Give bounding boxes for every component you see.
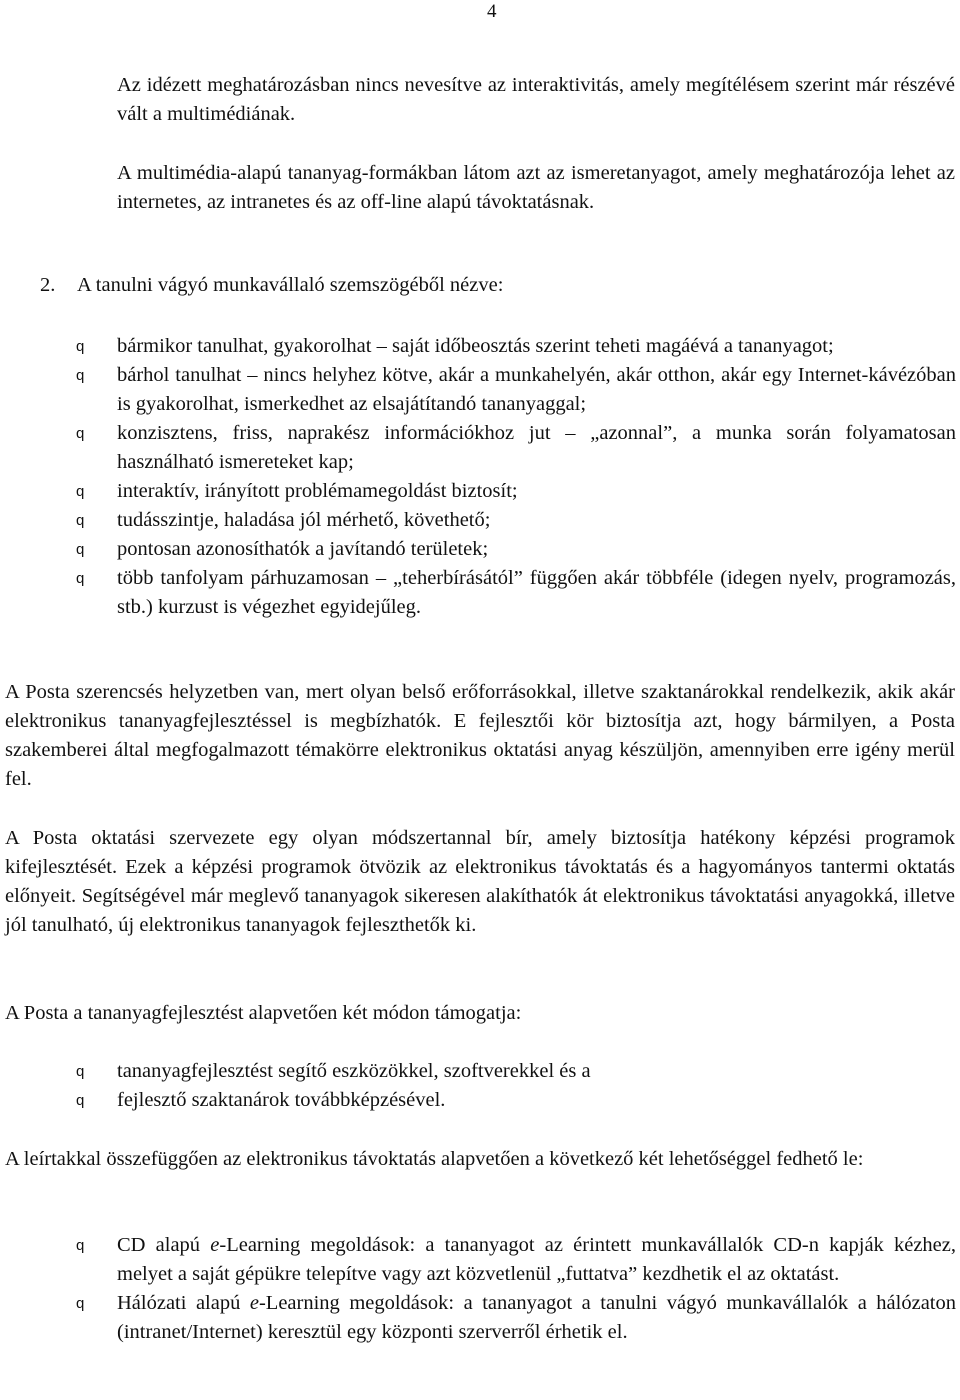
list-item-rest: -Learning megoldások: a tananyagot az érintett munkavállalók CD-n kapják kézhez, melyet a saját gépükre telepítve vagy azt közvetlenül „futtatva” kezdhetik el az oktatást. [117,1234,957,1285]
bullet-q-icon: q [76,1092,85,1109]
leirtak-paragraph: A leírtakkal összefüggően az elektronikus távoktatás alapvetően a következő két lehetőséggel fedhető le: [5,1148,864,1170]
posta-paragraph-1: A Posta szerencsés helyzetben van, mert olyan belső erőforrásokkal, illetve szaktanárokkal rendelkezik, akik akár elektronikus tananyagfejlesztéssel is megbízhatók. E fejlesztői kör biztosítja azt, hogy bármilyen, a Posta szakemberei által megfogalmazott témakörre elektronikus oktatási anyag készüljön, amennyiben erre igény merül fel. [5,681,955,790]
list-item-text: tudásszintje, haladása jól mérhető, követhető; [117,509,491,531]
list-item [76,1289,956,1347]
list-item-emphasis: e [249,1292,259,1314]
posta-paragraph-2: A Posta oktatási szervezete egy olyan módszertannal bír, amely biztosítja hatékony képzési programok kifejlesztését. Ezek a képzési programok ötvözik az elektronikus távoktatás és a hagyományos tantermi oktatás előnyeit. Segítségével már meglevő tananyagok sikeresen alakíthatók át elektronikus távoktatási anyagokká, illetve jól tanulható, új elektronikus tananyagok fejleszthetők ki. [5,827,955,936]
list-item [76,332,956,361]
list-item-text: tananyagfejlesztést segítő eszközökkel, szoftverekkel és a [117,1060,591,1082]
section-number: 2. [40,274,56,296]
list-item-emphasis: e [210,1234,220,1256]
bullet-q-icon: q [76,367,85,384]
bullet-q-icon: q [76,541,85,558]
elearning-list [76,1231,956,1347]
list-item-text: fejlesztő szaktanárok továbbképzésével. [117,1089,446,1111]
list-item [76,506,956,535]
bullet-q-icon: q [76,425,85,442]
list-item-text: pontosan azonosíthatók a javítandó területek; [117,538,489,560]
list-item-rest: -Learning megoldások: a tananyagot a tanulni vágyó munkavállalók a hálózaton (intranet/Internet) keresztül egy központi szerverről érhetik el. [117,1292,956,1343]
list-item-text: interaktív, irányított problémamegoldást biztosít; [117,480,518,502]
list-item-prefix: Hálózati alapú [117,1292,250,1314]
bullet-q-icon: q [76,512,85,529]
list-item [76,1086,956,1115]
list-item-text: bármikor tanulhat, gyakorolhat – saját időbeosztás szerint teheti magáévá a tananyagot; [117,335,834,357]
posta-paragraph-3: A Posta a tananyagfejlesztést alapvetően két módon támogatja: [5,1002,522,1024]
bullet-q-icon: q [76,1295,85,1312]
benefits-list [76,332,956,622]
section-heading-text: A tanulni vágyó munkavállaló szemszögéből nézve: [77,274,504,296]
list-item [76,1231,956,1289]
bullet-q-icon: q [76,338,85,355]
list-item [76,419,956,477]
list-item [76,477,956,506]
bullet-q-icon: q [76,1237,85,1254]
bullet-q-icon: q [76,1063,85,1080]
list-item [76,361,956,419]
list-item-text: több tanfolyam párhuzamosan – „teherbírásától” függően akár többféle (idegen nyelv, programozás, stb.) kurzust is végezhet egyidejűleg. [117,567,956,618]
intro-paragraph-2: A multimédia-alapú tananyag-formákban látom azt az ismeretanyagot, amely meghatározója lehet az internetes, az intranetes és az off-line alapú távoktatásnak. [117,162,955,213]
list-item [76,564,956,622]
page-number: 4 [487,1,497,22]
support-list [76,1057,956,1115]
list-item [76,1057,956,1086]
list-item-text: bárhol tanulhat – nincs helyhez kötve, akár a munkahelyén, akár otthon, akár egy Internet-kávézóban is gyakorolhat, ismerkedhet az elsajátítandó tananyaggal; [117,364,956,415]
bullet-q-icon: q [76,570,85,587]
bullet-q-icon: q [76,483,85,500]
section-2-heading [40,271,503,300]
list-item-text: konzisztens, friss, naprakész információkhoz jut – „azonnal”, a munka során folyamatosan használható ismereteket kap; [117,422,956,473]
intro-paragraph-1: Az idézett meghatározásban nincs nevesítve az interaktivitás, amely megítélésem szerint már részévé vált a multimédiának. [117,74,955,125]
list-item [76,535,956,564]
list-item-prefix: CD alapú [117,1234,211,1256]
